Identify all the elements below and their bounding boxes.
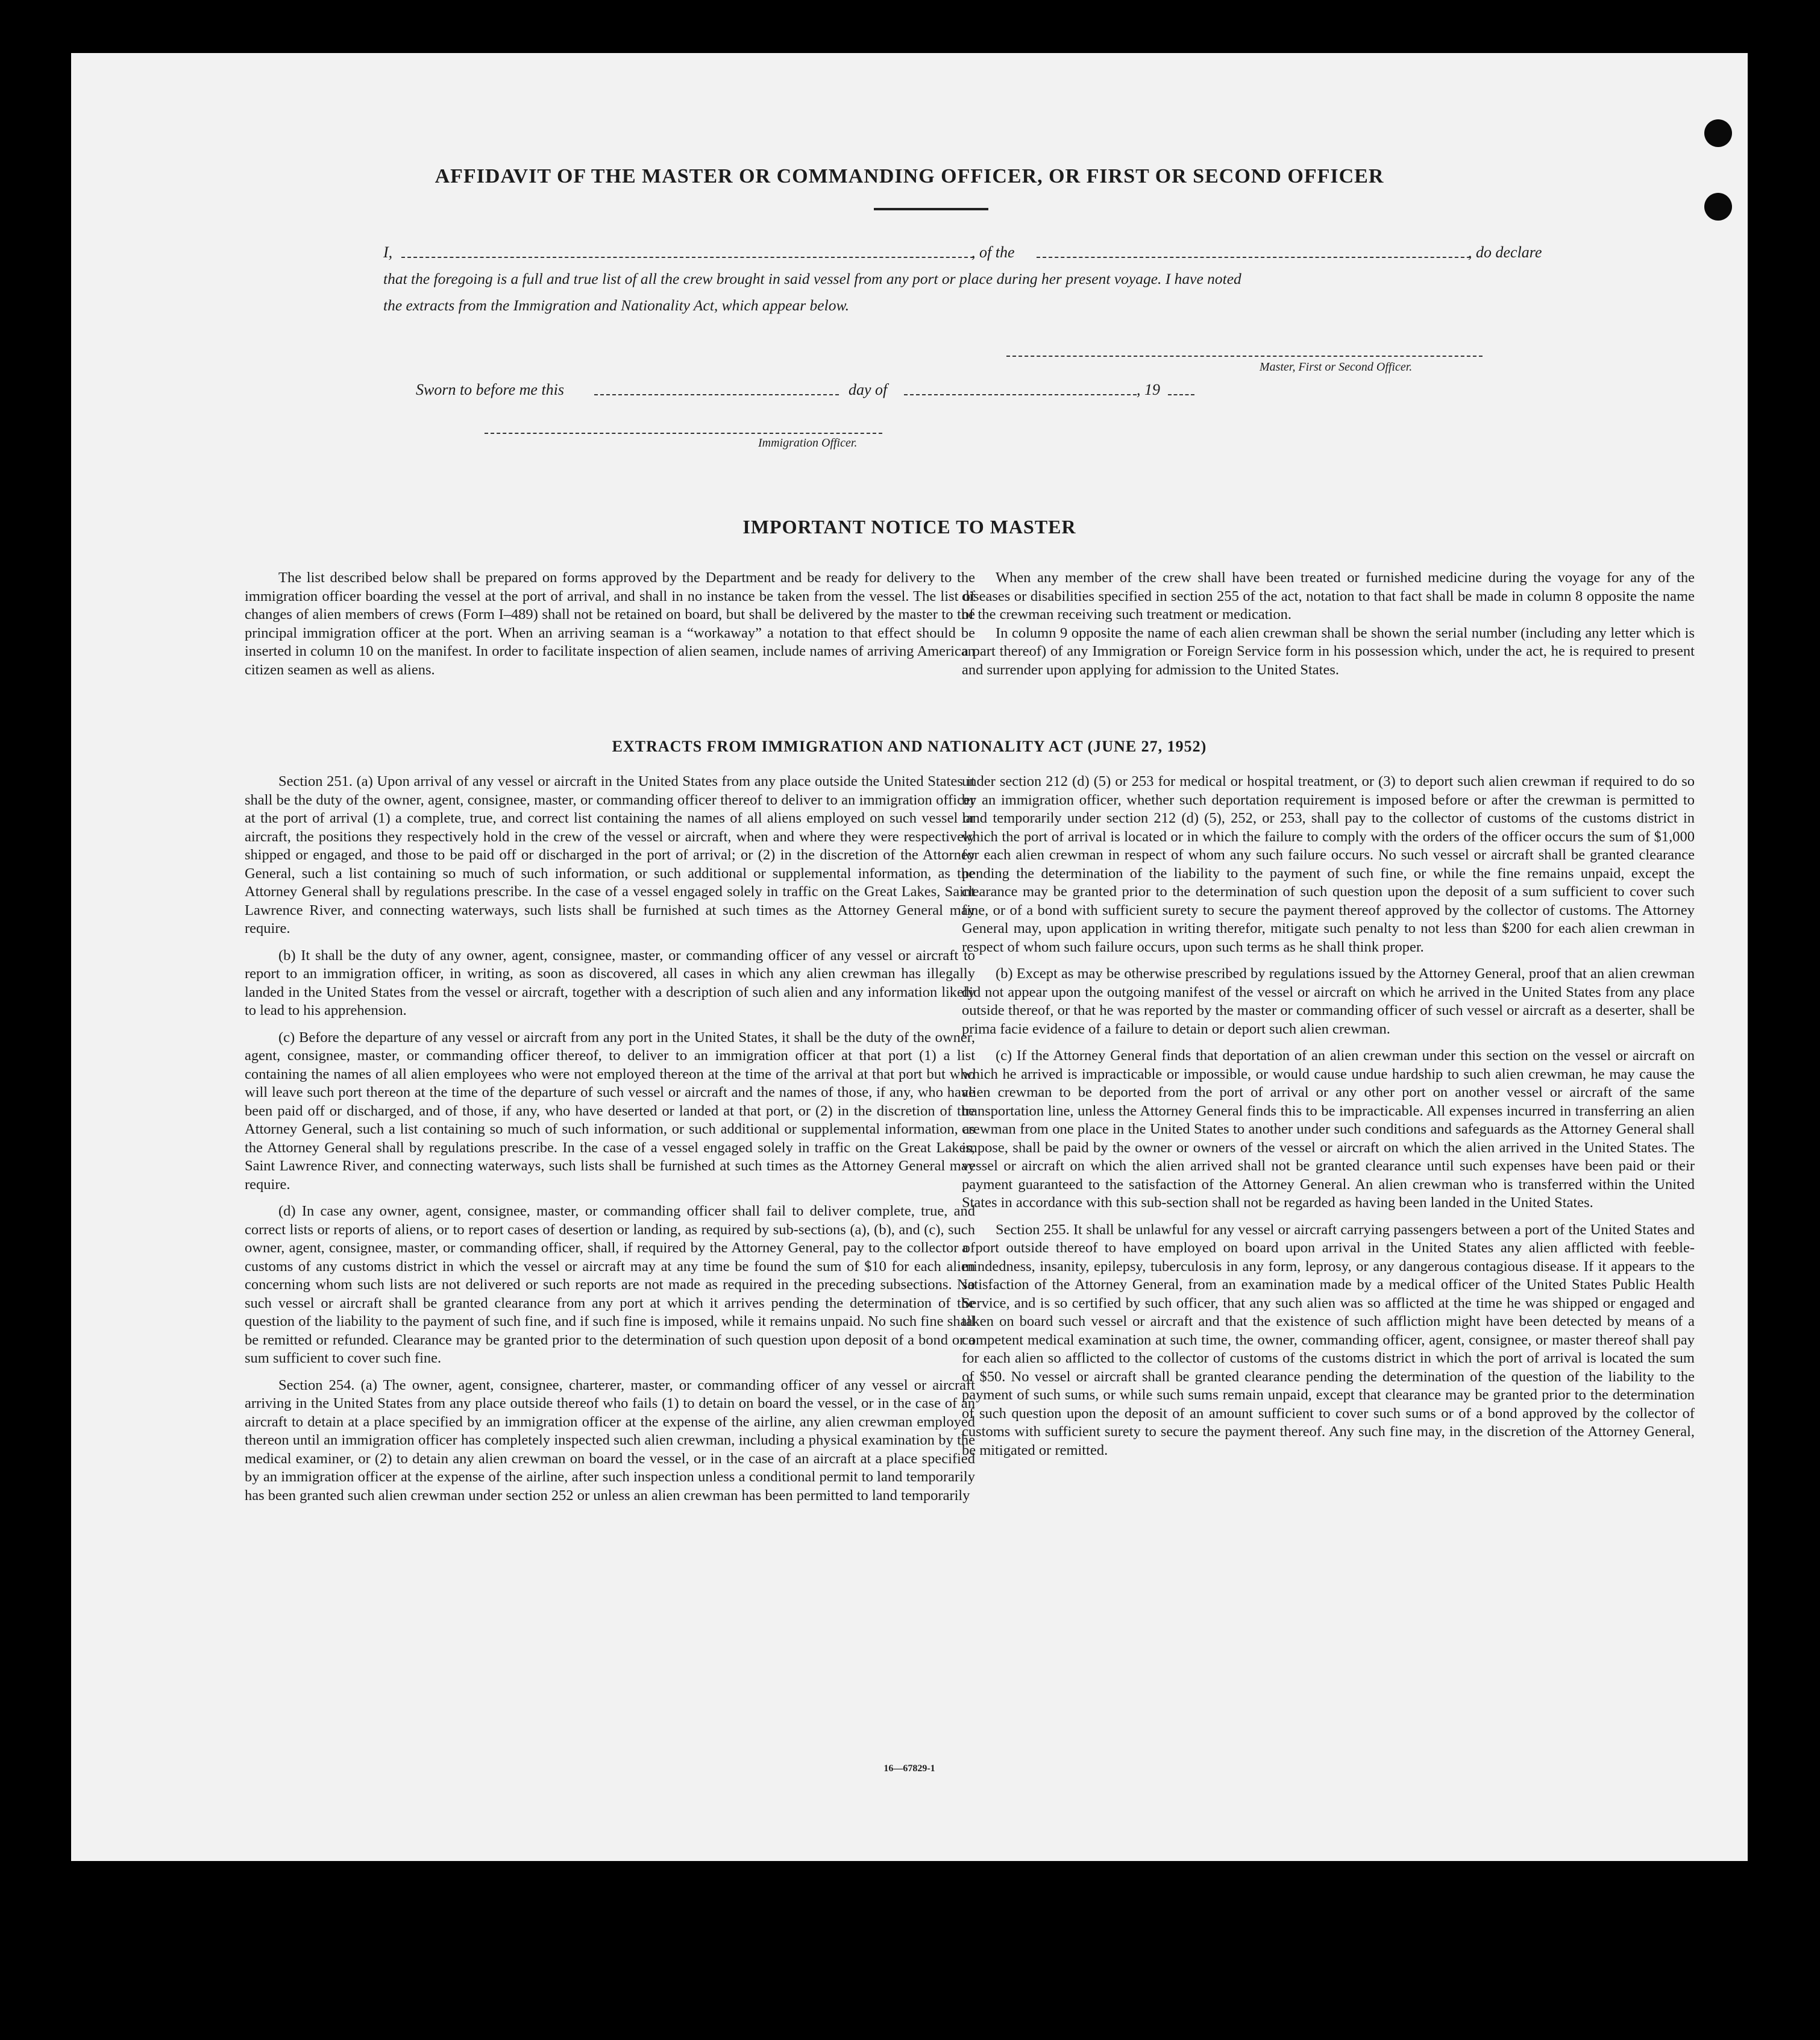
- master-caption: Master, First or Second Officer.: [1260, 360, 1413, 374]
- form-code: 16—67829-1: [883, 1763, 935, 1774]
- notice-paragraph: In column 9 opposite the name of each alien crewman shall be shown the serial number (including any letter which is a part thereof) of any Immigration or Foreign Service form in his possession which, under the act, he is required to present and surrender upon applying for admission to the United States.: [962, 624, 1695, 678]
- declaration-line-2: that the foregoing is a full and true list of all the crew brought in said vessel from any port or place during her present voyage. I have noted: [383, 270, 1241, 287]
- section-paragraph: Section 255. It shall be unlawful for any vessel or aircraft carrying passengers between a port of the United States and a port outside thereof to have employed on board upon arrival in the United States any alien afflicted with feeble-mindedness, insanity, epilepsy, tuberculosis in any form, leprosy, or any dangerous contagious disease. If it appears to the satisfaction of the Attorney General, from an examination made by a medical officer of the United States Public Health Service, and is so certified by such officer, that any such alien was so afflicted at the time he was shipped or engaged and taken on board such vessel or aircraft and that the existence of such affliction might have been detected by means of a competent medical examination at such time, the owner, commanding officer, agent, consignee, or master thereof shall pay for each alien so afflicted to the collector of customs of the customs district in which the port of arrival is located the sum of $50. No vessel or aircraft shall be granted clearance pending the determination of the question of the liability to the payment of such sums, or while such sums remain unpaid, except that clearance may be granted prior to the determination of such question upon the deposit of an amount sufficient to cover such sums or of a bond approved by the collector of customs with sufficient surety to secure the payment thereof. Any such fine may, in the discretion of the Attorney General, be mitigated or remitted.: [962, 1221, 1695, 1458]
- extracts-right-column: [962, 773, 1695, 1468]
- officer-caption: Immigration Officer.: [758, 436, 858, 450]
- notice-paragraph: When any member of the crew shall have been treated or furnished medicine during the voyage for any of the diseases or disabilities specified in section 255 of the act, notation to that fact shall be made in column 8 opposite the name of the crewman receiving such treatment or medication.: [962, 570, 1695, 623]
- title-underline: [874, 208, 988, 210]
- punch-hole-bottom: [1704, 193, 1732, 221]
- extracts-left-column: [245, 773, 975, 1513]
- notice-right-column: [962, 569, 1695, 688]
- of-the-label: , of the: [971, 243, 1015, 261]
- officer-signature-line[interactable]: [485, 433, 882, 434]
- section-paragraph: Section 251. (a) Upon arrival of any vessel or aircraft in the United States from any place outside the United States it shall be the duty of the owner, agent, consignee, master, or commanding officer thereof to deliver to an immigration officer at the port of arrival (1) a complete, true, and correct list containing the names of all aliens employed on such vessel or aircraft, the positions they respectively hold in the crew of the vessel or aircraft, when and where they were respectively shipped or engaged, and those to be paid off or discharged in the port of arrival; or (2) in the discretion of the Attorney General, such a list containing so much of such information, or such additional or supplemental information, as the Attorney General shall by regulations prescribe. In the case of a vessel engaged solely in traffic on the Great Lakes, Saint Lawrence River, and connecting waterways, such lists shall be furnished at such times as the Attorney General may require.: [245, 773, 975, 937]
- notice-title: IMPORTANT NOTICE TO MASTER: [742, 516, 1076, 538]
- do-declare-label: , do declare: [1468, 243, 1542, 261]
- section-paragraph: (d) In case any owner, agent, consignee, master, or commanding officer shall fail to deliver complete, true, and correct lists or reports of aliens, or to report cases of desertion or landing, as required by sub-sections (a), (b), and (c), such owner, agent, consignee, master, or commanding officer, shall, if required by the Attorney General, pay to the collector of customs of any customs district in which the vessel or aircraft may at any time be found the sum of $10 for each alien concerning whom such lists are not delivered or such reports are not made as required in the preceding subsections. No such vessel or aircraft shall be granted clearance from any port at which it arrives pending the determination of the question of the liability to the payment of such fine, and if such fine is imposed, while it remains unpaid. No such fine shall be remitted or refunded. Clearance may be granted prior to the determination of such question upon deposit of a bond or a sum sufficient to cover such fine.: [245, 1203, 975, 1366]
- extracts-title: EXTRACTS FROM IMMIGRATION AND NATIONALITY ACT (JUNE 27, 1952): [612, 738, 1207, 755]
- punch-hole-top: [1704, 119, 1732, 147]
- year-field[interactable]: [1168, 394, 1194, 395]
- master-signature-line[interactable]: [1006, 356, 1483, 357]
- document-page: [71, 53, 1748, 1861]
- section-paragraph: (b) Except as may be otherwise prescribed by regulations issued by the Attorney General, proof that an alien crewman did not appear upon the outgoing manifest of the vessel or aircraft on which he arrived in the United States from any place outside thereof, or that he was reported by the master or commanding officer of such vessel or aircraft as a deserter, shall be prima facie evidence of a failure to detain or deport such alien crewman.: [962, 965, 1695, 1037]
- section-paragraph: (c) If the Attorney General finds that deportation of an alien crewman under this section on the vessel or aircraft on which he arrived is impracticable or impossible, or would cause undue hardship to such alien crewman, he may cause the alien crewman to be deported from the port of arrival or any other port on another vessel or aircraft of the same transportation line, unless the Attorney General finds this to be impracticable. All expenses incurred in transferring an alien crewman from one place in the United States to another under such conditions and safeguards as the Attorney General shall impose, shall be paid by the owner or owners of the vessel or aircraft on which the alien arrived in the United States. The vessel or aircraft on which the alien arrived shall not be granted clearance until such expenses have been paid or their payment guaranteed to the satisfaction of the Attorney General. An alien crewman who is transferred within the United States in accordance with this sub-section shall not be regarded as having been landed in the United States.: [962, 1047, 1695, 1211]
- affidavit-title: AFFIDAVIT OF THE MASTER OR COMMANDING OFFICER, OR FIRST OR SECOND OFFICER: [435, 165, 1384, 187]
- sworn-month-field[interactable]: [904, 394, 1137, 395]
- year-label: , 19: [1137, 381, 1160, 398]
- section-paragraph: (c) Before the departure of any vessel or aircraft from any port in the United States, it shall be the duty of the owner, agent, consignee, master, or commanding officer thereof, to deliver to an immigration officer at that port (1) a list containing the names of all alien employees who were not employed thereon at the time of the arrival at that port but who will leave such port thereon at the time of the departure of such vessel or aircraft and the names of those, if any, who have been paid off or discharged, and of those, if any, who have deserted or landed at that port, or (2) in the discretion of the Attorney General, such a list containing so much of such information, or such additional or supplemental information, as the Attorney General shall by regulations prescribe. In the case of a vessel engaged solely in traffic on the Great Lakes, Saint Lawrence River, and connecting waterways, such lists shall be furnished at such times as the Attorney General may require.: [245, 1029, 975, 1193]
- section-paragraph: (b) It shall be the duty of any owner, agent, consignee, master, or commanding officer of any vessel or aircraft to report to an immigration officer, in writing, as soon as discovered, all cases in which any alien crewman has illegally landed in the United States from the vessel or aircraft, together with a description of such alien and any information likely to lead to his apprehension.: [245, 947, 975, 1018]
- day-of-label: day of: [849, 381, 888, 398]
- section-paragraph: Section 254. (a) The owner, agent, consignee, charterer, master, or commanding officer of any vessel or aircraft arriving in the United States from any place outside thereof who fails (1) to detain on board the vessel, or in the case of an aircraft to detain at a place specified by an immigration officer at the expense of the airline, any alien crewman employed thereon until an immigration officer has completely inspected such alien crewman, including a physical examination by the medical examiner, or (2) to detain any alien crewman on board the vessel, or in the case of an aircraft at a place specified by an immigration officer at the expense of the airline, after such inspection unless a conditional permit to land temporarily has been granted such alien crewman under section 252 or unless an alien crewman has been permitted to land temporarily: [245, 1376, 975, 1504]
- sworn-label: Sworn to before me this: [416, 381, 565, 398]
- i-label: I,: [383, 243, 393, 261]
- notice-left-column: [245, 569, 975, 688]
- section-paragraph: under section 212 (d) (5) or 253 for medical or hospital treatment, or (3) to deport such alien crewman if required to do so by an immigration officer, whether such deportation requirement is imposed before or after the crewman is permitted to land temporarily under section 212 (d) (5), 252, or 253, shall pay to the collector of customs of the customs district in which the port of arrival is located or in which the failure to comply with the orders of the officer occurs the sum of $1,000 for each alien crewman in respect of whom any such failure occurs. No such vessel or aircraft shall be granted clearance pending the determination of the liability to the payment of such fine, or while the fine remains unpaid, except the clearance may be granted prior to the determination of such question upon the deposit of a sum sufficient to cover such fine, or of a bond with sufficient surety to secure the payment thereof approved by the collector of customs. The Attorney General may, upon application in writing therefor, mitigate such penalty to not less than $200 for each alien crewman in respect of whom such failure occurs, upon such terms as he shall think proper.: [962, 773, 1695, 955]
- name-field[interactable]: [401, 257, 974, 258]
- declaration-line-3: the extracts from the Immigration and Nationality Act, which appear below.: [383, 297, 849, 314]
- vessel-field[interactable]: [1037, 257, 1470, 258]
- notice-paragraph: The list described below shall be prepared on forms approved by the Department and be ready for delivery to the immigration officer boarding the vessel at the port of arrival, and shall in no instance be taken from the vessel. The list of changes of alien members of crews (Form I–489) shall not be retained on board, but shall be delivered by the master to the principal immigration officer at the port. When an arriving seaman is a “workaway” a notation to that effect should be inserted in column 10 on the manifest. In order to facilitate inspection of alien seamen, include names of arriving American citizen seamen as well as aliens.: [245, 570, 975, 678]
- sworn-day-field[interactable]: [594, 394, 839, 395]
